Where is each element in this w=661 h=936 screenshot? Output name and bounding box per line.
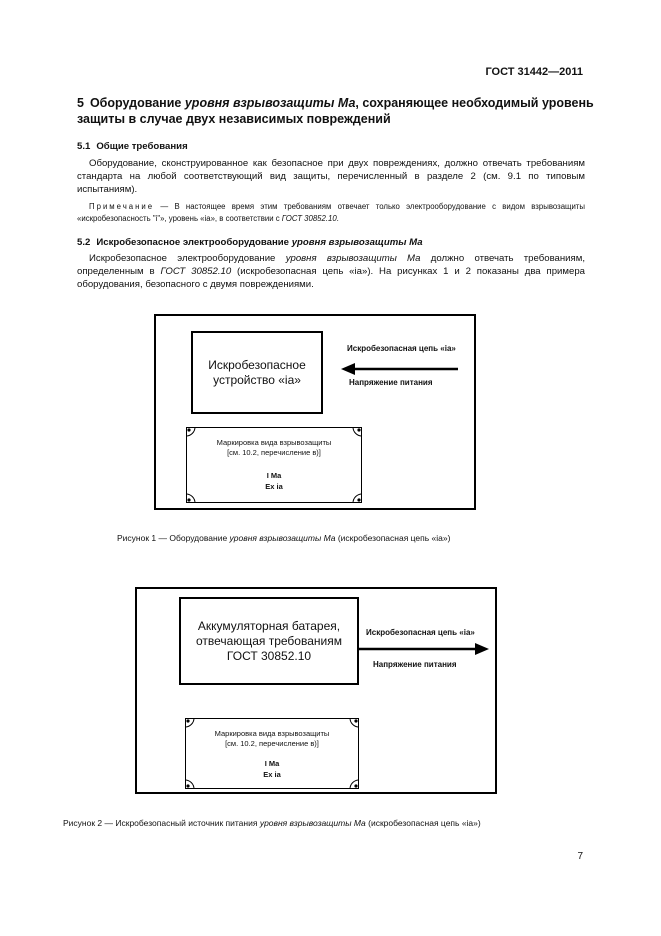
screw-icon <box>349 718 359 728</box>
section-title-italic: уровня взрывозащиты Ма <box>184 96 356 110</box>
subsection-5-2-paragraph <box>77 252 585 291</box>
subsection-title: Общие требования <box>96 141 188 152</box>
figure-2-caption <box>63 818 481 828</box>
para-text-a: Искробезопасное электрооборудование <box>89 253 286 264</box>
figure-2-device-box: Аккумуляторная батарея, отвечающая требованиям ГОСТ 30852.10 <box>179 597 359 685</box>
figure-2-arrow-right <box>357 642 490 656</box>
subsection-5-2-heading <box>77 237 423 248</box>
section-5-heading <box>77 95 597 127</box>
screw-icon <box>352 493 362 503</box>
plate-line-1: Маркировка вида взрывозащиты <box>214 729 330 738</box>
plate-mark-2: Ex ia <box>265 482 283 491</box>
caption-end: (искробезопасная цепь «ia») <box>335 533 451 543</box>
document-code: ГОСТ 31442—2011 <box>485 66 583 78</box>
subsection-title-start: Искробезопасное электрооборудование <box>96 237 292 248</box>
note-reference: ГОСТ 30852.10 <box>281 214 337 223</box>
screw-icon <box>352 427 362 437</box>
screw-icon <box>349 779 359 789</box>
plate-mark-1: I Ma <box>264 759 280 768</box>
subsection-5-1-paragraph: Оборудование, сконструированное как безопасное при двух повреждениях, должно отвечать требованиям стандарта на любой соответствующий вид защиты, перечисленный в разделе 2 (см. 9.1 по типовым испытаниям). <box>77 158 585 195</box>
figure-1-marking-plate <box>186 427 362 503</box>
screw-icon <box>186 493 196 503</box>
para-italic: уровня взрывозащиты Ма <box>285 253 421 264</box>
subsection-number: 5.1 <box>77 141 91 152</box>
figure-1-circuit-label: Искробезопасная цепь «ia» <box>347 344 456 353</box>
figure-2-circuit-label: Искробезопасная цепь «ia» <box>366 628 475 637</box>
caption-italic: уровня взрывозащиты Ма <box>229 533 336 543</box>
page-number: 7 <box>577 851 583 862</box>
figure-1-caption <box>117 533 450 543</box>
section-number: 5 <box>77 96 84 110</box>
para-text-c: (искробезопасная цепь «ia»). На рисунках 1 и 2 показаны два примера оборудования, безопасного с двумя повреждениями. <box>77 266 585 290</box>
note-dash: — <box>154 202 175 211</box>
screw-icon <box>186 427 196 437</box>
section-title-end: , сохраняющее необходимый уровень защиты в случае двух независимых повреждений <box>77 96 594 126</box>
caption-text: Рисунок 2 — Искробезопасный источник питания <box>63 818 260 828</box>
caption-italic: уровня взрывозащиты Ма <box>259 818 366 828</box>
caption-text: Рисунок 1 — Оборудование <box>117 533 230 543</box>
note-label: Примечание <box>89 202 155 211</box>
note-end: . <box>336 214 339 223</box>
section-title-start: Оборудование <box>89 96 185 110</box>
subsection-5-1-heading <box>77 141 188 152</box>
figure-1-frame <box>154 314 476 510</box>
figure-1-voltage-label: Напряжение питания <box>349 378 433 387</box>
plate-mark-2: Ex ia <box>263 770 281 779</box>
figure-2-marking-plate <box>185 718 359 789</box>
figure-1-device-box: Искробезопасное устройство «ia» <box>191 331 323 414</box>
para-reference: ГОСТ 30852.10 <box>160 266 232 277</box>
para-text-b: должно отвечать требованиям, определенным в <box>77 253 586 277</box>
note-text: В настоящее время этим требованиям отвечает только электрооборудование с видом взрывозащиты «искробезопасность "i"», уровень «ia», в соответствии с <box>77 202 585 223</box>
figure-1-arrow-left <box>341 362 459 376</box>
subsection-title-italic: уровня взрывозащиты Ма <box>291 237 423 248</box>
screw-icon <box>185 779 195 789</box>
plate-line-1: Маркировка вида взрывозащиты <box>216 438 332 447</box>
plate-mark-1: I Ma <box>266 471 282 480</box>
subsection-number: 5.2 <box>77 237 91 248</box>
caption-end: (искробезопасная цепь «ia») <box>365 818 481 828</box>
plate-line-2: [см. 10.2, перечисление в)] <box>225 739 319 748</box>
figure-2-frame <box>135 587 497 794</box>
plate-line-2: [см. 10.2, перечисление в)] <box>227 448 321 457</box>
screw-icon <box>185 718 195 728</box>
note-paragraph <box>77 201 585 225</box>
figure-2-voltage-label: Напряжение питания <box>373 660 457 669</box>
